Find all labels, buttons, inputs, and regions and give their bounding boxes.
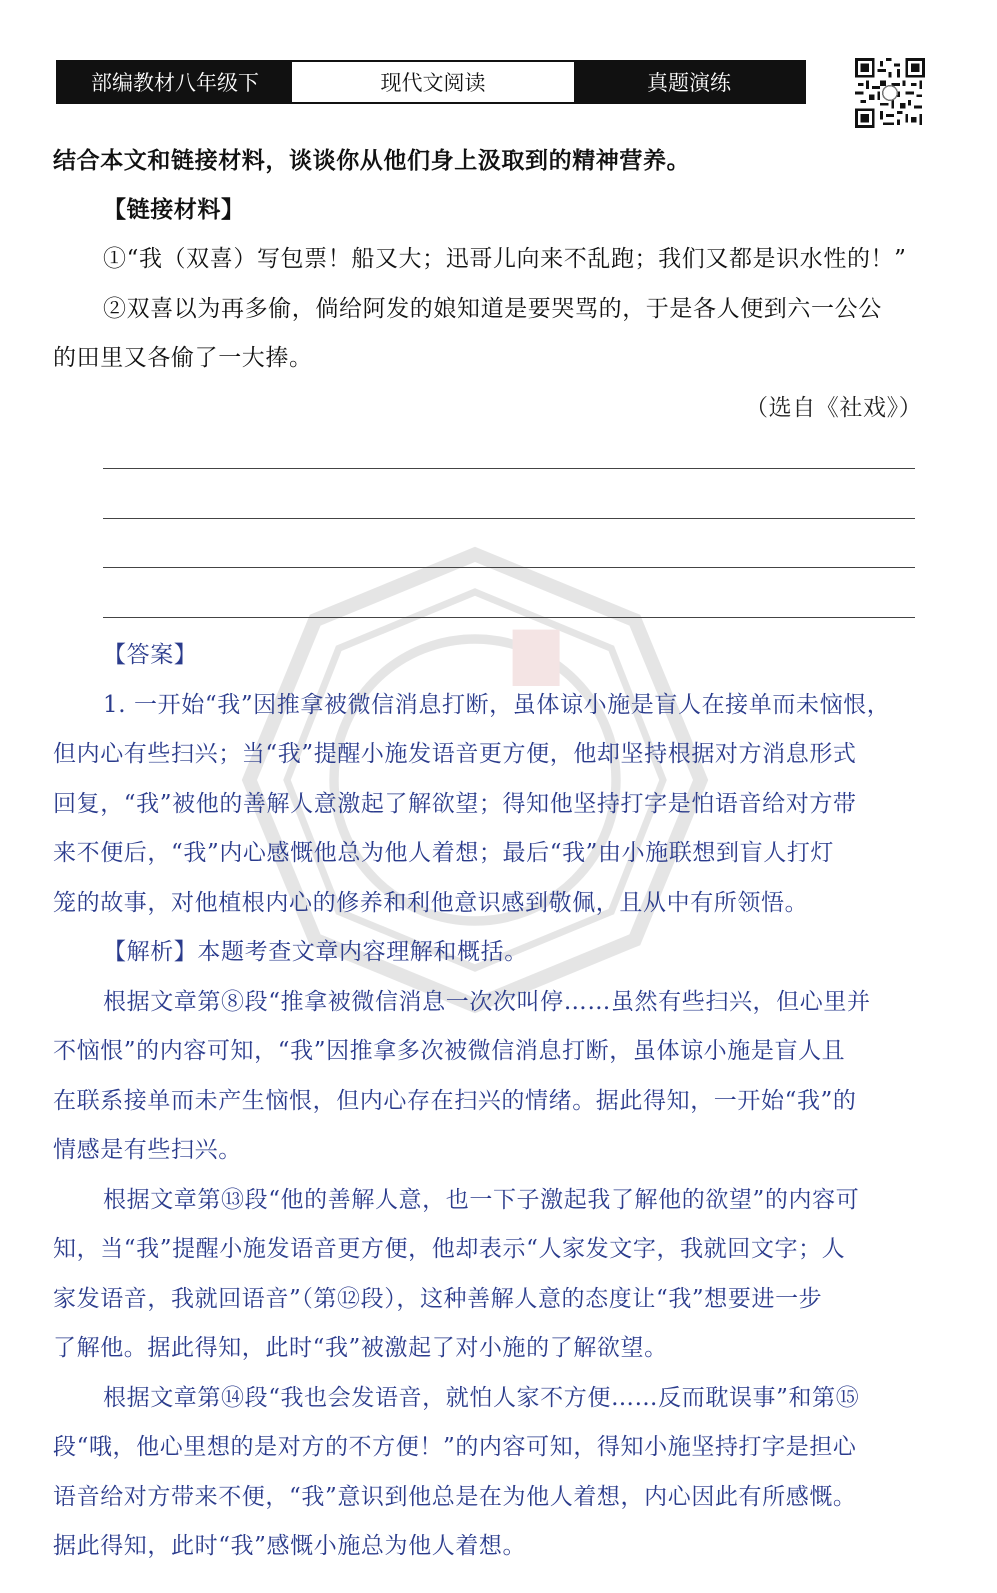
answer-rule-line — [103, 567, 915, 568]
answer-line: 1. 一开始“我”因推拿被微信消息打断，虽体谅小施是盲人在接单而未恼恨， — [103, 692, 891, 718]
analysis-para3-line: 段“哦，他心里想的是对方的不方便！”的内容可知，得知小施坚持打字是担心 — [53, 1434, 857, 1460]
analysis-para2-line: 知，当“我”提醒小施发语音更方便，他却表示“人家发文字，我就回文字；人 — [53, 1236, 846, 1262]
header-grade-label: 部编教材八年级下 — [58, 62, 292, 102]
link-material-heading: 【链接材料】 — [103, 197, 245, 223]
link-material-2-line-1: ②双喜以为再多偷，倘给阿发的娘知道是要哭骂的，于是各人便到六一公公 — [103, 296, 882, 322]
analysis-para3-line: 据此得知，此时“我”感慨小施总为他人着想。 — [53, 1533, 527, 1559]
analysis-para2-line: 根据文章第⑬段“他的善解人意，也一下子激起我了解他的欲望”的内容可 — [103, 1187, 860, 1213]
answer-line: 回复，“我”被他的善解人意激起了解欲望；得知他坚持打字是怕语音给对方带 — [53, 791, 857, 817]
analysis-para2-line: 家发语音，我就回语音”（第⑫段），这种善解人意的态度让“我”想要进一步 — [53, 1286, 823, 1312]
header-section-label: 现代文阅读 — [292, 62, 574, 102]
qr-code-icon — [855, 58, 925, 128]
answer-line: 但内心有些扫兴；当“我”提醒小施发语音更方便，他却坚持根据对方消息形式 — [53, 741, 857, 767]
analysis-para2-line: 了解他。据此得知，此时“我”被激起了对小施的了解欲望。 — [53, 1335, 668, 1361]
answer-rule-line — [103, 518, 915, 519]
link-material-2-line-2: 的田里又各偷了一大捧。 — [53, 345, 313, 371]
answer-line: 来不便后，“我”内心感慨他总为他人着想；最后“我”由小施联想到盲人打灯 — [53, 840, 835, 866]
analysis-para1-line: 根据文章第⑧段“推拿被微信消息一次次叫停……虽然有些扫兴，但心里并 — [103, 989, 871, 1015]
answer-rule-line — [103, 468, 915, 469]
header-bar — [56, 60, 806, 104]
analysis-para1-line: 情感是有些扫兴。 — [53, 1137, 242, 1163]
link-material-1: ①“我（双喜）写包票！船又大；迅哥儿向来不乱跑；我们又都是识水性的！” — [103, 246, 907, 272]
answer-heading: 【答案】 — [103, 642, 198, 668]
header-practice-label: 真题演练 — [574, 62, 804, 102]
question-prompt: 结合本文和链接材料，谈谈你从他们身上汲取到的精神营养。 — [53, 148, 691, 174]
analysis-para3-line: 语音给对方带来不便，“我”意识到他总是在为他人着想，内心因此有所感慨。 — [53, 1484, 857, 1510]
analysis-para3-line: 根据文章第⑭段“我也会发语音，就怕人家不方便……反而耽误事”和第⑮ — [103, 1385, 860, 1411]
analysis-heading: 【解析】本题考查文章内容理解和概括。 — [103, 939, 528, 965]
material-source: （选自《社戏》） — [745, 395, 923, 421]
analysis-para1-line: 不恼恨”的内容可知，“我”因推拿多次被微信消息打断，虽体谅小施是盲人且 — [53, 1038, 846, 1064]
answer-line: 笼的故事，对他植根内心的修养和利他意识感到敬佩，且从中有所领悟。 — [53, 890, 809, 916]
analysis-para1-line: 在联系接单而未产生恼恨，但内心存在扫兴的情绪。据此得知，一开始“我”的 — [53, 1088, 857, 1114]
answer-rule-line — [103, 617, 915, 618]
